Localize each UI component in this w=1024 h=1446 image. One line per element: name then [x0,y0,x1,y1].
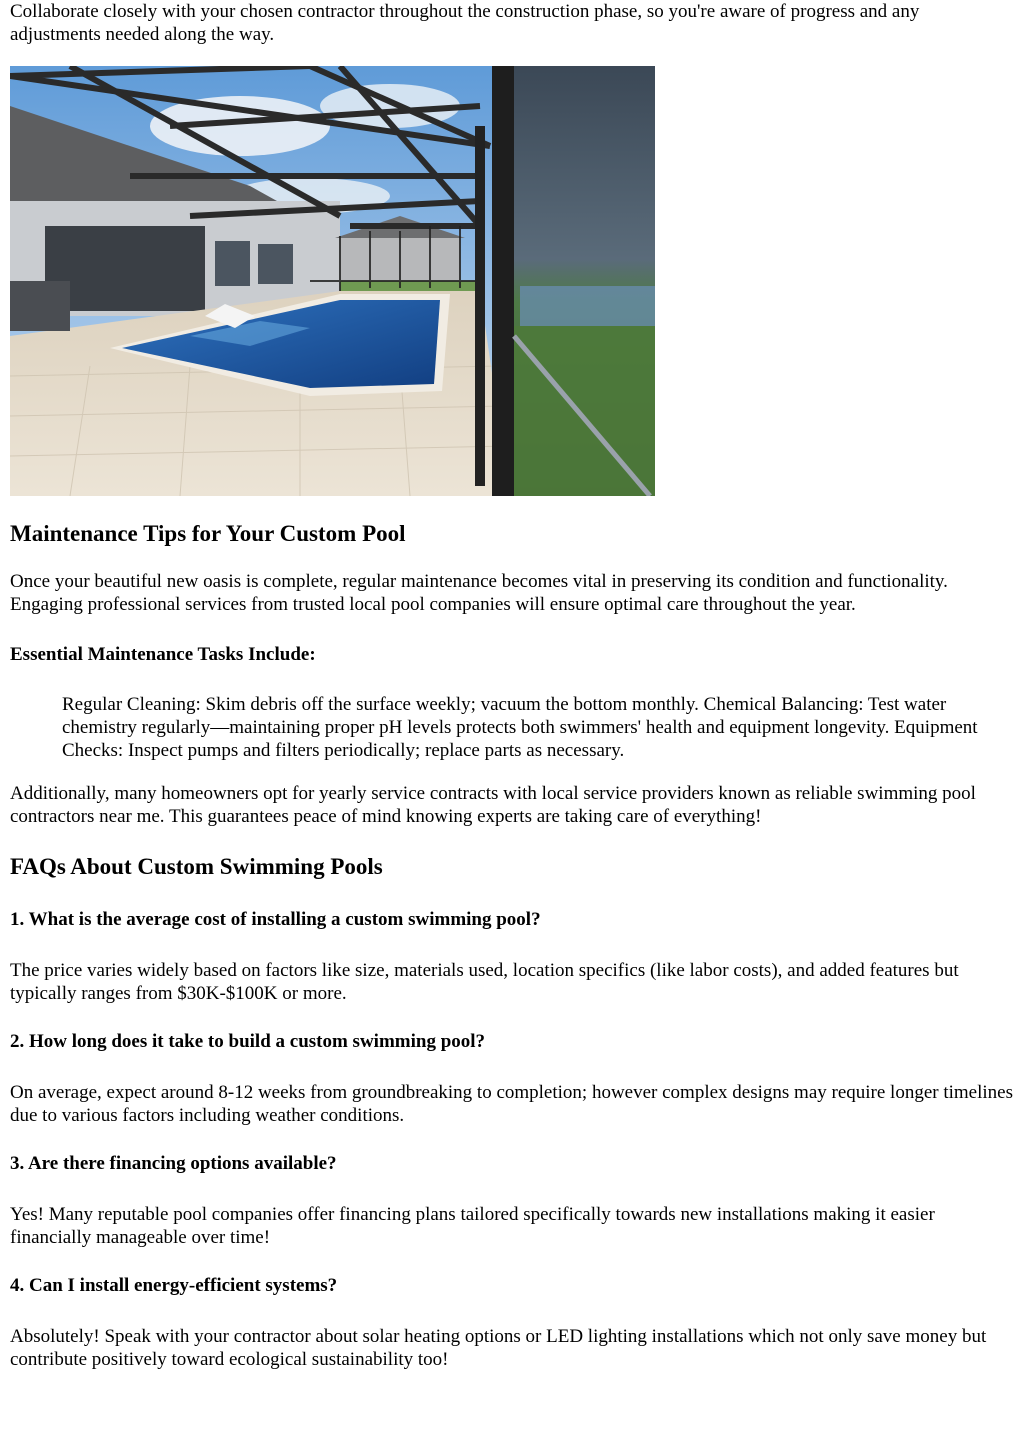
faq-heading: FAQs About Custom Swimming Pools [10,854,383,879]
faq-answer: Yes! Many reputable pool companies offer financing plans tailored specifically towards new installations making it easier financially manageable over time! [10,1204,935,1248]
faq-question: 2. How long does it take to build a custom swimming pool? [10,1031,486,1052]
faq-answer: The price varies widely based on factors like size, materials used, location specifics (like labor costs), and added features but typically ranges from $30K-$100K or more. [10,960,959,1004]
pool-enclosure-photo [10,66,655,496]
intro-paragraph: Collaborate closely with your chosen contractor throughout the construction phase, so you're aware of progress and any adjustments needed along the way. [10,1,920,45]
faq-answer: On average, expect around 8-12 weeks from groundbreaking to completion; however complex designs may require longer timelines due to various factors including weather conditions. [10,1082,1013,1126]
maintenance-heading: Maintenance Tips for Your Custom Pool [10,521,406,546]
additional-paragraph: Additionally, many homeowners opt for yearly service contracts with local service providers known as reliable swimming pool contractors near me. This guarantees peace of mind knowing experts are taking care of everything! [10,783,976,827]
faq-question: 1. What is the average cost of installing a custom swimming pool? [10,909,541,930]
faq-answer: Absolutely! Speak with your contractor about solar heating options or LED lighting installations which not only save money but contribute positively toward ecological sustainability too! [10,1326,987,1370]
tasks-heading: Essential Maintenance Tasks Include: [10,644,316,665]
tasks-list: Regular Cleaning: Skim debris off the surface weekly; vacuum the bottom monthly. Chemical Balancing: Test water chemistry regularly—maintaining proper pH levels protects both swimmers' health and equipment longevity. Equipment Checks: Inspect pumps and filters periodically; replace parts as necessary. [62,694,978,761]
maintenance-paragraph: Once your beautiful new oasis is complete, regular maintenance becomes vital in preserving its condition and functionality. Engaging professional services from trusted local pool companies will ensure optimal care throughout the year. [10,571,948,615]
faq-question: 4. Can I install energy-efficient systems? [10,1275,338,1296]
faq-question: 3. Are there financing options available? [10,1153,337,1174]
